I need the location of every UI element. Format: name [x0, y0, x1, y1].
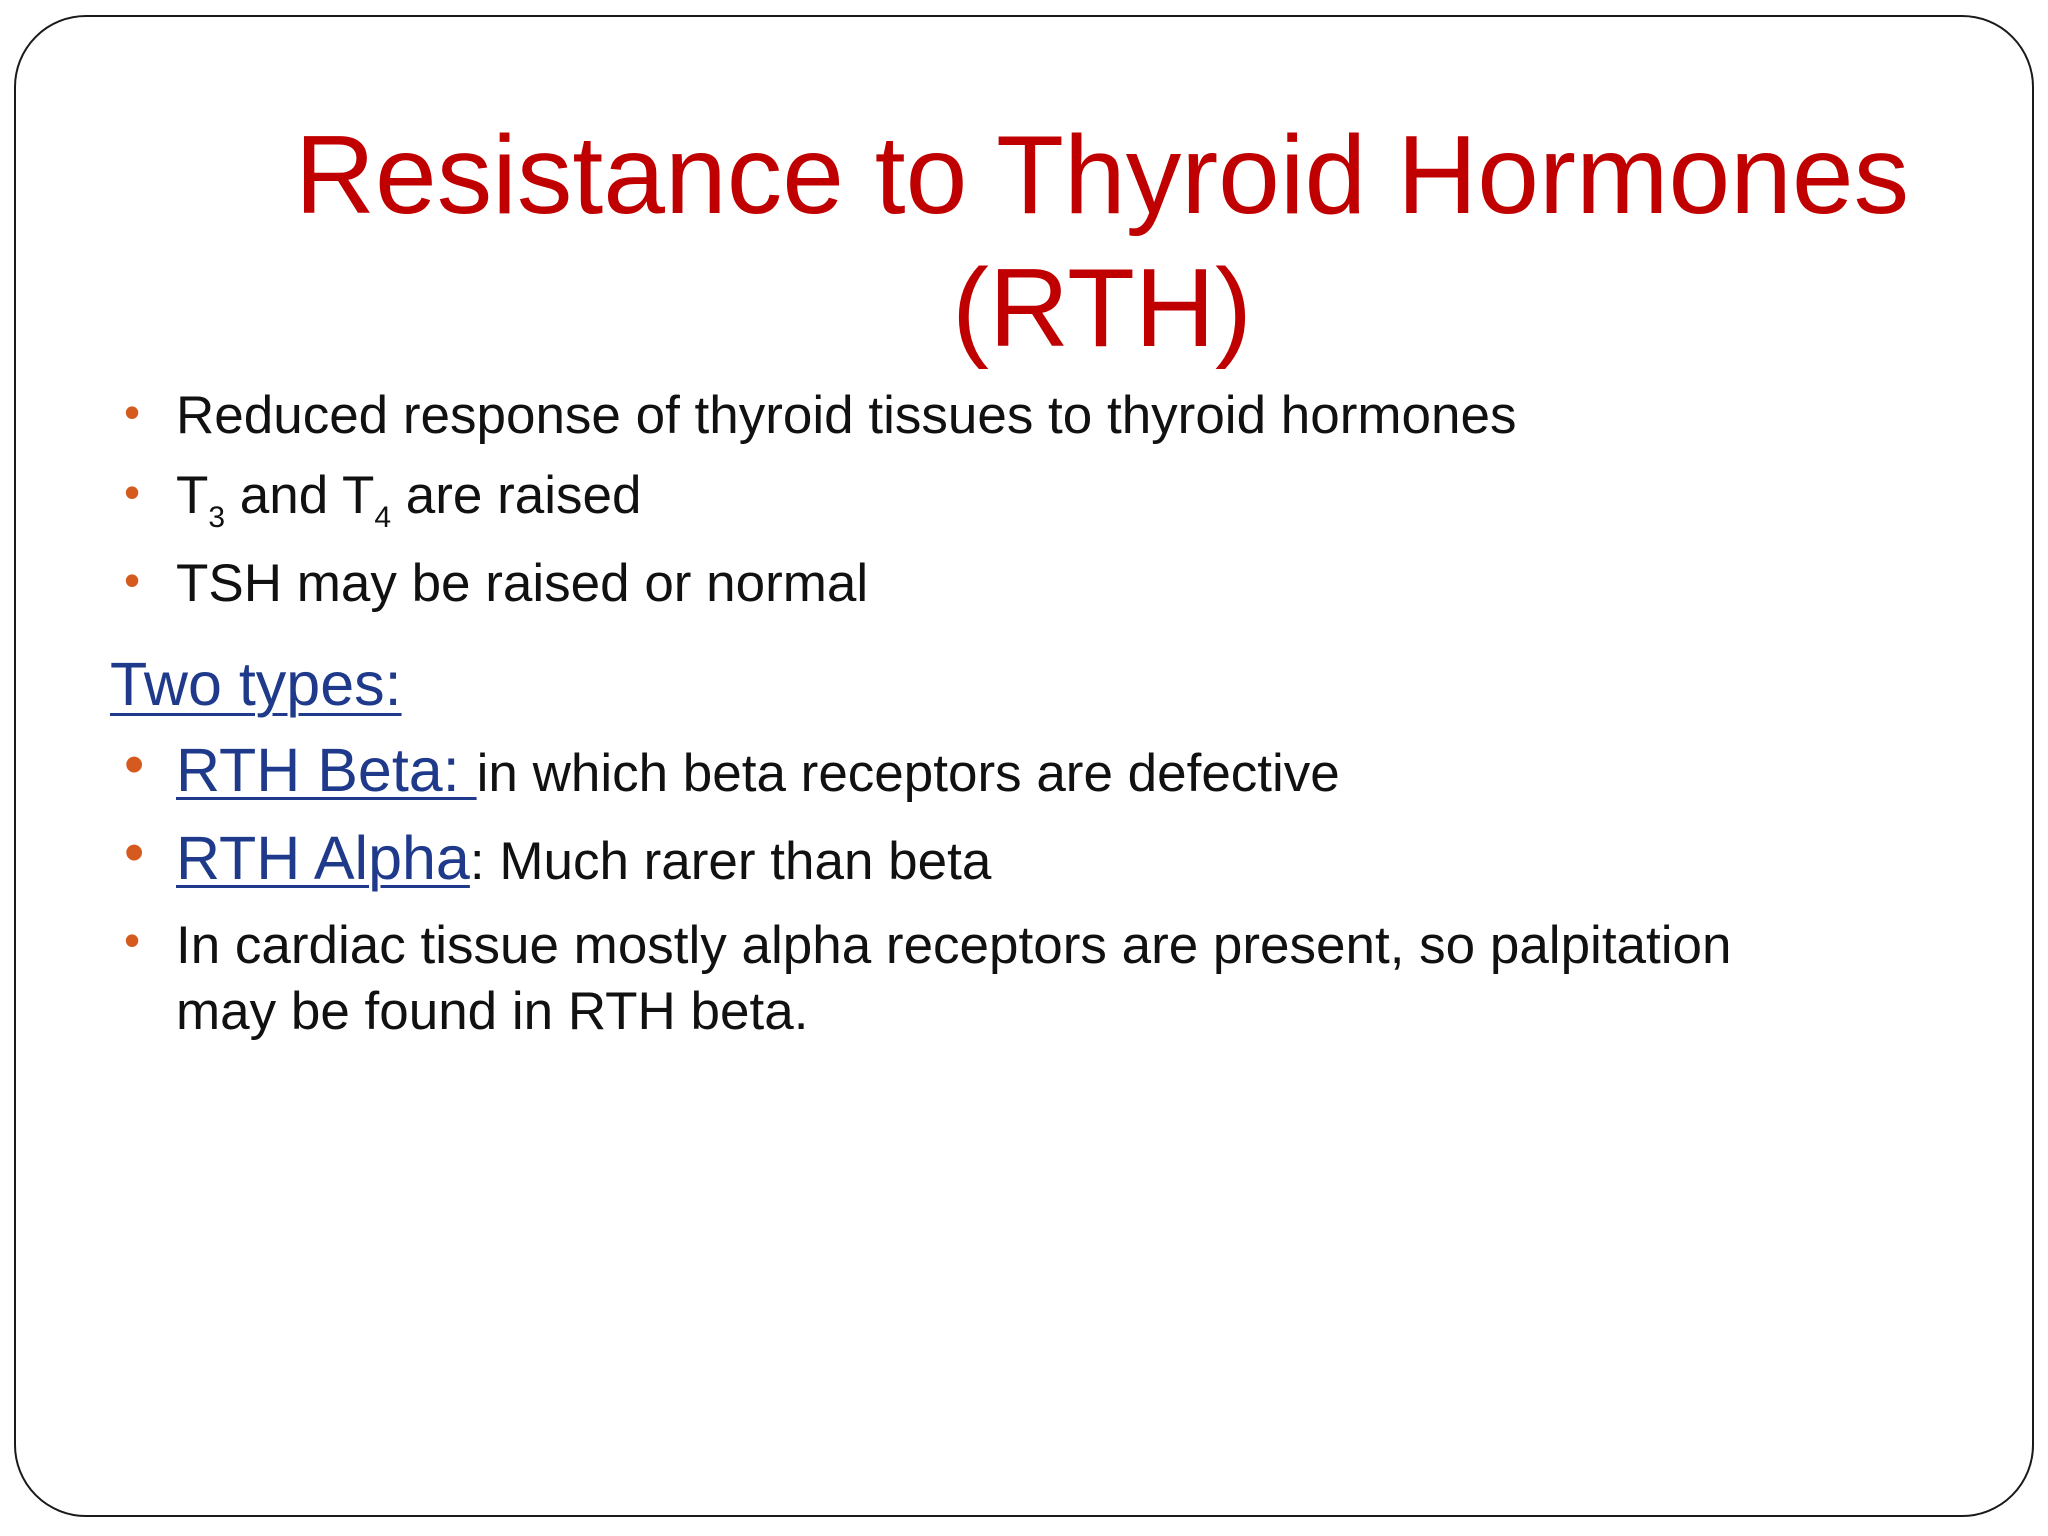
raised-label: are raised — [391, 466, 642, 525]
bullet-text — [176, 465, 642, 534]
bullet-dot-icon: • — [124, 820, 145, 885]
bullet-text: TSH may be raised or normal — [176, 554, 869, 613]
two-types-link[interactable]: Two types: — [110, 650, 402, 718]
bullet-dot-icon: • — [124, 466, 141, 518]
subscript-4: 4 — [374, 501, 392, 534]
title-line-2: (RTH) — [951, 246, 1253, 370]
bullet-text — [176, 913, 1731, 1045]
and-t-label: and T — [225, 466, 375, 525]
cardiac-line-1: In cardiac tissue mostly alpha receptors are present, so palpitation — [176, 916, 1732, 975]
slide-frame — [14, 15, 2034, 1517]
bullet-text: Reduced response of thyroid tissues to thyroid hormones — [176, 386, 1517, 445]
bullet-text — [176, 823, 991, 893]
rth-beta-link[interactable]: RTH Beta: — [176, 736, 477, 804]
bullet-dot-icon: • — [124, 914, 141, 966]
cardiac-line-2: may be found in RTH beta. — [176, 982, 809, 1041]
bullet-text — [176, 735, 1340, 805]
subscript-3: 3 — [208, 501, 226, 534]
bullet-dot-icon: • — [124, 386, 141, 438]
title-line-1: Resistance to Thyroid Hormones — [294, 113, 1910, 237]
rth-alpha-description: : Much rarer than beta — [469, 832, 992, 891]
t-label: T — [176, 466, 209, 525]
bullet-dot-icon: • — [124, 732, 145, 797]
bullet-dot-icon: • — [124, 554, 141, 606]
slide-title — [252, 109, 1952, 375]
rth-alpha-link[interactable]: RTH Alpha — [176, 824, 470, 892]
rth-beta-description: in which beta receptors are defective — [476, 744, 1340, 803]
